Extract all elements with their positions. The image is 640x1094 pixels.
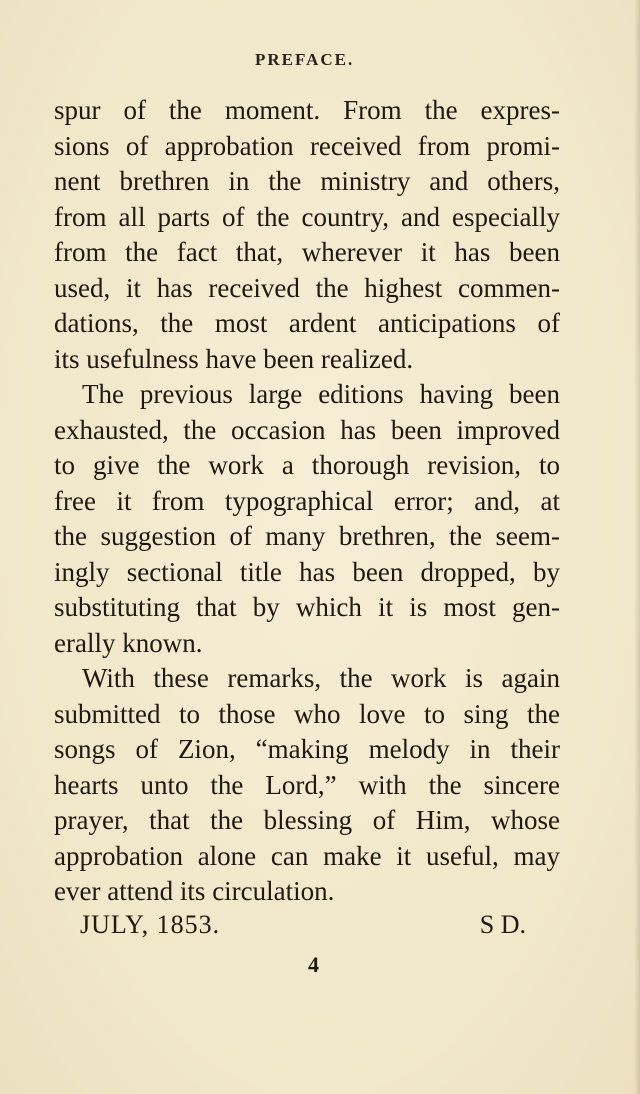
paragraph-3	[54, 661, 560, 910]
text-line: ever attend its circulation.	[54, 876, 335, 906]
page-number: 4	[308, 952, 319, 977]
text-line: nent brethren in the ministry and others,	[54, 166, 560, 196]
text-line: the suggestion of many brethren, the seem-	[54, 521, 560, 551]
text-line: submitted to those who love to sing the	[54, 698, 560, 729]
paragraph-2	[54, 377, 560, 661]
text-line: from the fact that, wherever it has been	[54, 237, 560, 267]
page-edge-shadow	[634, 0, 640, 1094]
paragraph-1	[54, 93, 560, 377]
text-line: exhausted, the occasion has been improved	[54, 414, 560, 445]
text-line: approbation alone can make it useful, may	[54, 840, 560, 871]
text-line: ingly sectional title has been dropped, by	[54, 556, 560, 587]
text-line: songs of Zion, “making melody in their	[54, 734, 560, 764]
running-header: PREFACE.	[255, 50, 355, 69]
text-line: to give the work a thorough revision, to	[54, 450, 560, 480]
text-line: prayer, that the blessing of Him, whose	[54, 805, 560, 835]
preface-body	[54, 93, 560, 910]
text-line: With these remarks, the work is again	[82, 663, 560, 693]
text-line: dations, the most ardent anticipations of	[54, 308, 560, 338]
text-line: spur of the moment. From the expres-	[54, 95, 560, 125]
text-line: The previous large editions having been	[82, 379, 560, 409]
text-line: used, it has received the highest commen-	[54, 272, 560, 303]
text-line: its usefulness have been realized.	[54, 343, 414, 374]
text-line: substituting that by which it is most gen-	[54, 592, 560, 622]
text-line: hearts unto the Lord,” with the sincere	[54, 769, 560, 800]
text-line: free it from typographical error; and, at	[54, 485, 560, 516]
signoff-initials: S D.	[479, 910, 526, 939]
signoff-date: JULY, 1853.	[80, 910, 221, 939]
text-line: from all parts of the country, and especially	[54, 201, 560, 232]
text-line: sions of approbation received from promi-	[54, 130, 560, 161]
text-line: erally known.	[54, 627, 203, 658]
